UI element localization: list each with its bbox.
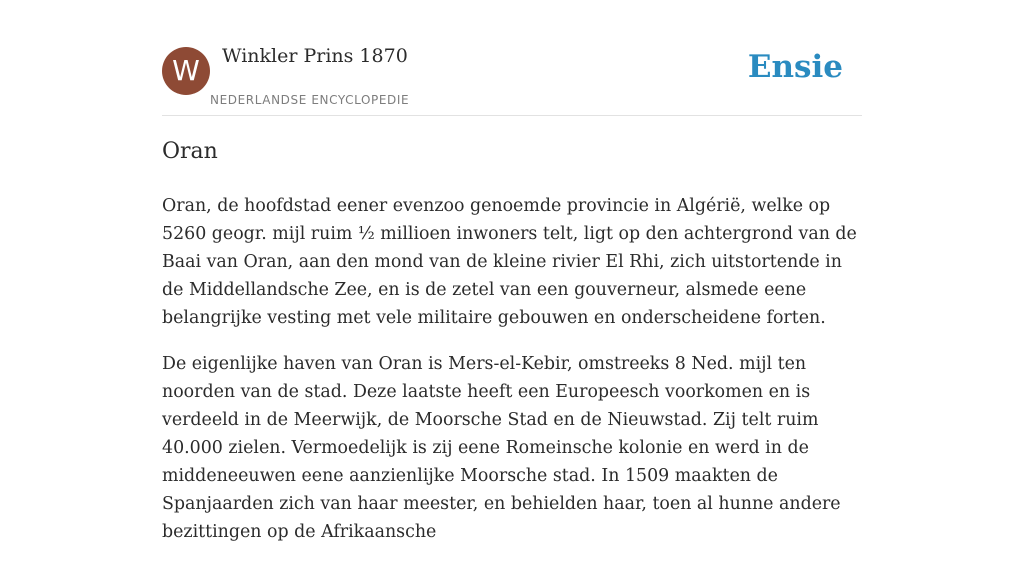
article-paragraph: Oran, de hoofdstad eener evenzoo genoemde provincie in Algérië, welke op 5260 geogr. mijl ruim ½ millioen inwoners telt, ligt op den achtergrond van de Baai van Oran, aan den mond van de kleine rivier El Rhi, zich uitstortende in de Middellandsche Zee, en is de zetel van een gouverneur, alsmede eene belangrijke vesting met vele militaire gebouwen en onderscheidene forten. xyxy=(162,196,857,328)
source-title[interactable]: Winkler Prins 1870 xyxy=(222,45,408,67)
article-paragraph: De eigenlijke haven van Oran is Mers-el-Kebir, omstreeks 8 Ned. mijl ten noorden van de stad. Deze laatste heeft een Europeesch voorkomen en is verdeeld in de Meerwijk, de Moorsche Stad en de Nieuwstad. Zij telt ruim 40.000 zielen. Vermoedelijk is zij eene Romeinsche kolonie en werd in de middeneeuwen eene aanzienlijke Moorsche stad. In 1509 maakten de Spanjaarden zich van haar meester, en behielden haar, toen al hunne andere bezittingen op de Afrikaansche xyxy=(162,354,841,542)
article-body xyxy=(162,192,862,564)
header xyxy=(162,0,862,116)
source-avatar[interactable]: W xyxy=(162,47,210,95)
article-title: Oran xyxy=(162,139,218,164)
source-subtitle: NEDERLANDSE ENCYCLOPEDIE xyxy=(210,93,410,107)
brand-logo[interactable]: Ensie xyxy=(747,49,843,85)
